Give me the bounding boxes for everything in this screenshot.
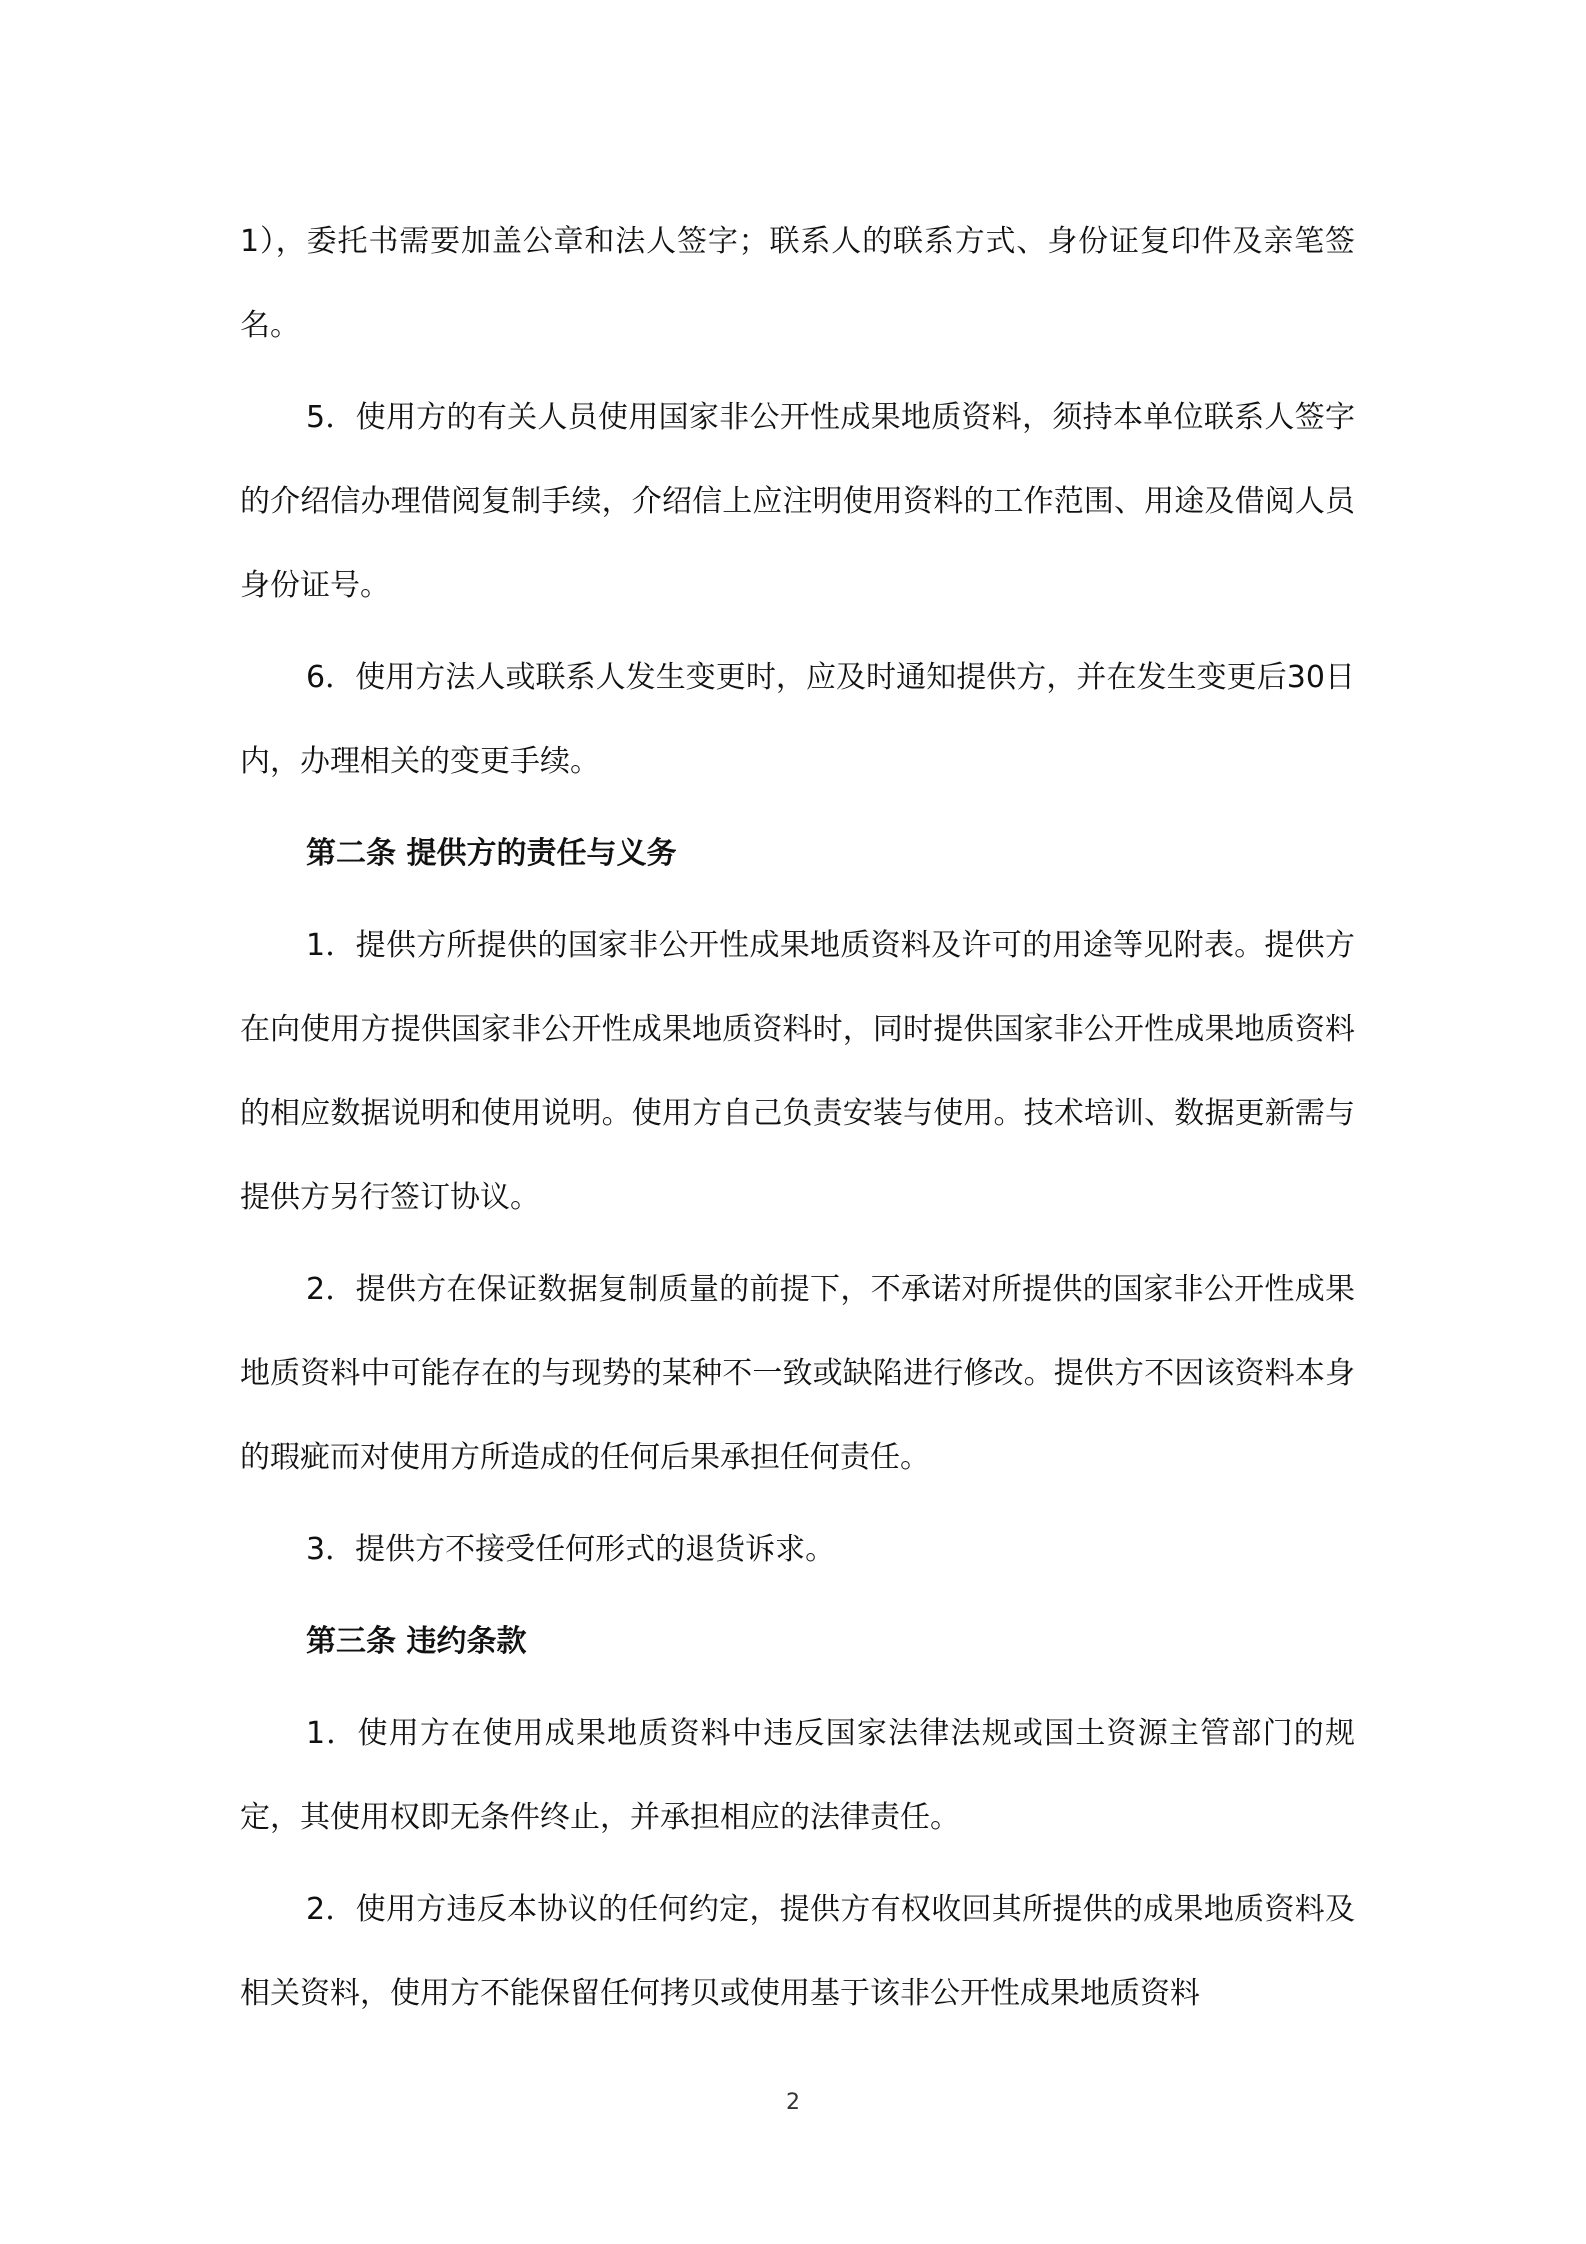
paragraph-article-2-item-3: 3．提供方不接受任何形式的退货诉求。 (306, 1532, 836, 1567)
paragraph-continuation: 1），委托书需要加盖公章和法人签字；联系人的联系方式、身份证复印件及亲笔签名。 (240, 224, 1355, 343)
page-number: 2 (786, 2090, 800, 2115)
section-heading-article-3: 第三条 违约条款 (306, 1624, 527, 1659)
paragraph-article-3-item-1: 1．使用方在使用成果地质资料中违反国家法律法规或国土资源主管部门的规定，其使用权即无条件终止，并承担相应的法律责任。 (240, 1716, 1355, 1835)
paragraph-article-2-item-2: 2．提供方在保证数据复制质量的前提下，不承诺对所提供的国家非公开性成果地质资料中可能存在的与现势的某种不一致或缺陷进行修改。提供方不因该资料本身的瑕疵而对使用方所造成的任何后果承担任何责任。 (240, 1272, 1355, 1475)
paragraph-article-2-item-1: 1．提供方所提供的国家非公开性成果地质资料及许可的用途等见附表。提供方在向使用方提供国家非公开性成果地质资料时，同时提供国家非公开性成果地质资料的相应数据说明和使用说明。使用方自己负责安装与使用。技术培训、数据更新需与提供方另行签订协议。 (240, 928, 1355, 1215)
paragraph-article-3-item-2: 2．使用方违反本协议的任何约定，提供方有权收回其所提供的成果地质资料及相关资料，使用方不能保留任何拷贝或使用基于该非公开性成果地质资料 (240, 1892, 1355, 2011)
paragraph-item-5: 5．使用方的有关人员使用国家非公开性成果地质资料，须持本单位联系人签字的介绍信办理借阅复制手续，介绍信上应注明使用资料的工作范围、用途及借阅人员身份证号。 (240, 400, 1355, 603)
paragraph-item-6: 6．使用方法人或联系人发生变更时，应及时通知提供方，并在发生变更后30日内，办理相关的变更手续。 (240, 660, 1355, 779)
section-heading-article-2: 第二条 提供方的责任与义务 (306, 836, 677, 871)
document-body (240, 200, 1355, 2044)
